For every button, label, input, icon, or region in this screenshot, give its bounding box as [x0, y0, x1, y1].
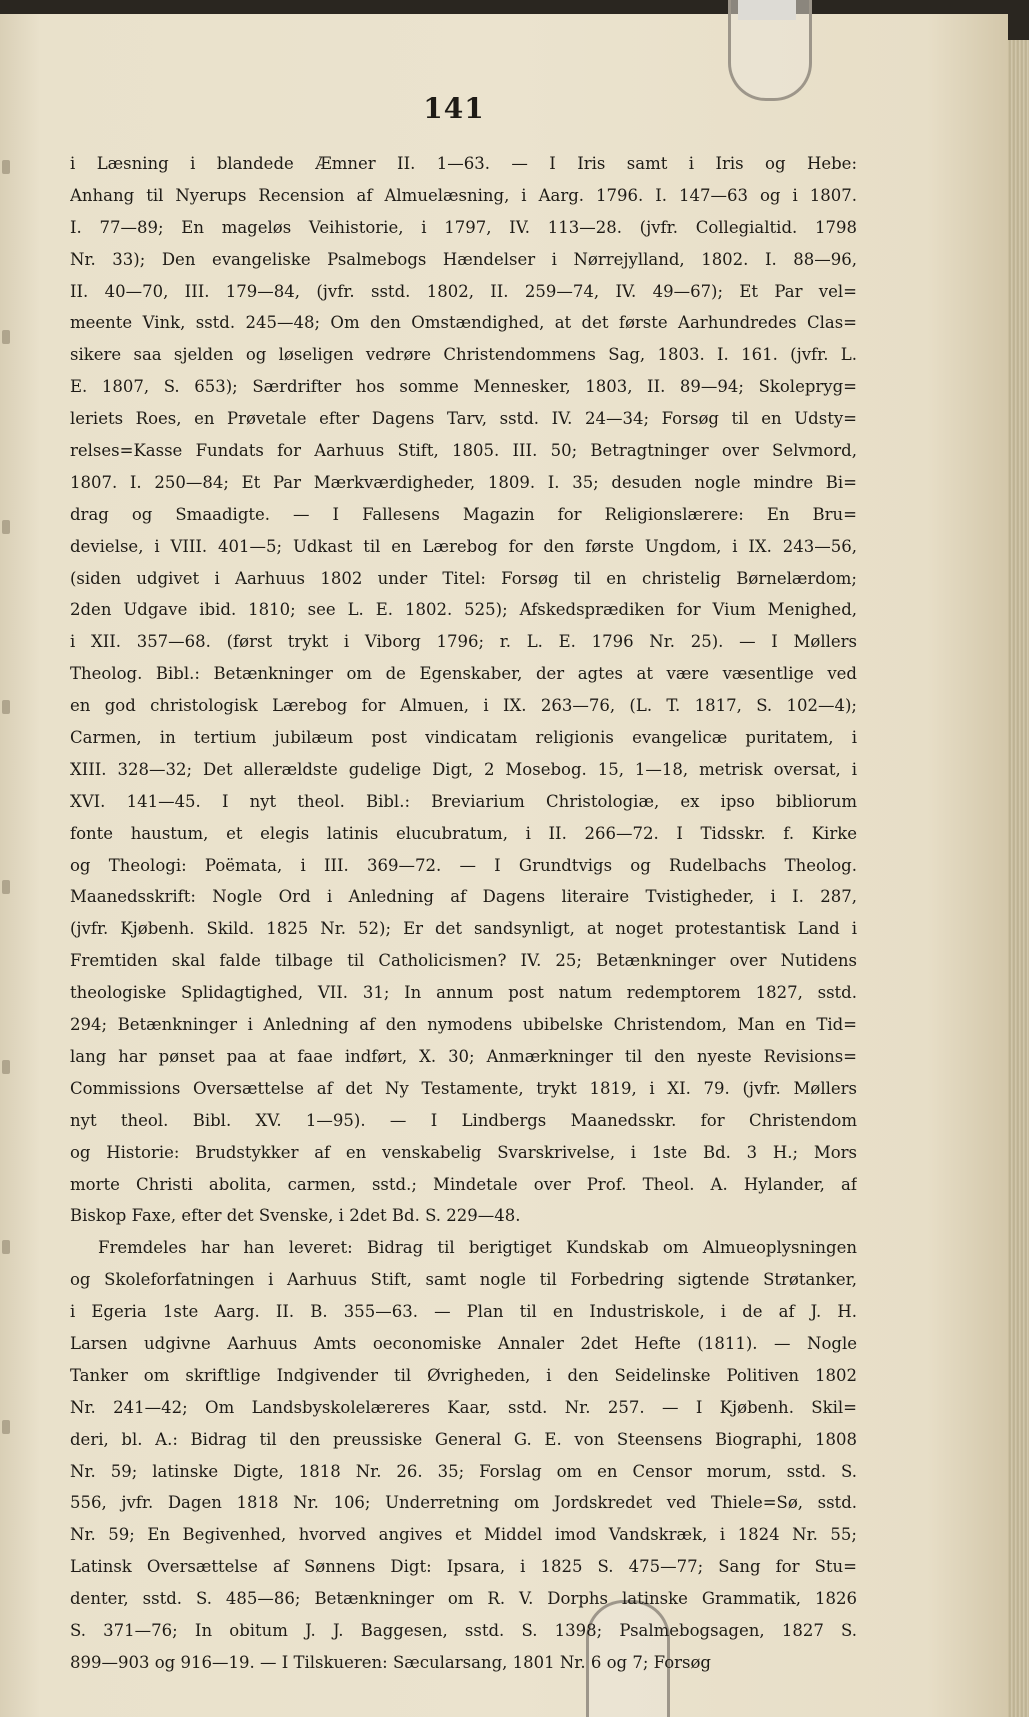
- text-line: Nr. 33); Den evangeliske Psalmebogs Hændelser i Nørrejylland, 1802. I. 88—96,: [70, 249, 857, 269]
- text-line: 1807. I. 250—84; Et Par Mærkværdigheder, 1809. I. 35; desuden nogle mindre Bi=: [70, 472, 857, 492]
- body-text: [70, 148, 857, 1679]
- text-line: Commissions Oversættelse af det Ny Testamente, trykt 1819, i XI. 79. (jvfr. Møllers: [70, 1078, 857, 1098]
- text-line: i Egeria 1ste Aarg. II. B. 355—63. — Plan til en Industriskole, i de af J. H.: [70, 1302, 857, 1322]
- text-line: nyt theol. Bibl. XV. 1—95). — I Lindbergs Maanedsskr. for Christendom: [70, 1110, 857, 1130]
- text-line: 2den Udgave ibid. 1810; see L. E. 1802. 525); Afskedsprædiken for Vium Menighed,: [70, 600, 857, 620]
- text-line: fonte haustum, et elegis latinis elucubratum, i II. 266—72. I Tidsskr. f. Kirke: [70, 823, 857, 843]
- text-line: i XII. 357—68. (først trykt i Viborg 1796; r. L. E. 1796 Nr. 25). — I Møllers: [70, 632, 857, 652]
- text-line: i Læsning i blandede Æmner II. 1—63. — I Iris samt i Iris og Hebe:: [70, 154, 857, 173]
- text-line: en god christologisk Lærebog for Almuen, i IX. 263—76, (L. T. 1817, S. 102—4);: [70, 696, 857, 716]
- paragraph: [70, 1232, 857, 1678]
- gutter-mark: [2, 160, 10, 174]
- text-line: Fremdeles har han leveret: Bidrag til berigtiget Kundskab om Almueoplysningen: [98, 1238, 857, 1258]
- text-line: Nr. 59; En Begivenhed, hvorved angives et Middel imod Vandskræk, i 1824 Nr. 55;: [70, 1525, 857, 1545]
- text-line: Theolog. Bibl.: Betænkninger om de Egenskaber, der agtes at være væsentlige ved: [70, 664, 857, 684]
- text-line: XIII. 328—32; Det allerældste gudelige Digt, 2 Mosebog. 15, 1—18, metrisk oversat, i: [70, 759, 857, 779]
- text-line: Carmen, in tertium jubilæum post vindicatam religionis evangelicæ puritatem, i: [70, 728, 857, 748]
- text-line: og Historie: Brudstykker af en venskabelig Svarskrivelse, i 1ste Bd. 3 H.; Mors: [70, 1142, 857, 1162]
- text-line: sikere saa sjelden og løseligen vedrøre Christendommens Sag, 1803. I. 161. (jvfr. L.: [70, 345, 857, 365]
- text-line: deri, bl. A.: Bidrag til den preussiske General G. E. von Steensens Biographi, 1808: [70, 1429, 857, 1449]
- text-line: Biskop Faxe, efter det Svenske, i 2det Bd. S. 229—48.: [70, 1206, 521, 1226]
- text-line: Tanker om skriftlige Indgivender til Øvrigheden, i den Seidelinske Politiven 1802: [70, 1365, 857, 1385]
- gutter-mark: [2, 520, 10, 534]
- text-line: lang har pønset paa at faae indført, X. 30; Anmærkninger til den nyeste Revisions=: [70, 1046, 857, 1066]
- text-line: Nr. 59; latinske Digte, 1818 Nr. 26. 35; Forslag om en Censor morum, sstd. S.: [70, 1461, 857, 1481]
- gutter-mark: [2, 1240, 10, 1254]
- text-line: meente Vink, sstd. 245—48; Om den Omstændighed, at det første Aarhundredes Clas=: [70, 313, 857, 333]
- paragraph: [70, 148, 857, 1232]
- gutter-mark: [2, 1420, 10, 1434]
- page-number: 141: [423, 92, 485, 125]
- text-line: Fremtiden skal falde tilbage til Catholicismen? IV. 25; Betænkninger over Nutidens: [70, 951, 857, 971]
- text-line: Nr. 241—42; Om Landsbyskolelæreres Kaar, sstd. Nr. 257. — I Kjøbenh. Skil=: [70, 1397, 857, 1417]
- gutter-mark: [2, 330, 10, 344]
- gutter-mark: [2, 700, 10, 714]
- text-line: theologiske Splidagtighed, VII. 31; In annum post natum redemptorem 1827, sstd.: [70, 983, 857, 1003]
- page-edge: [1008, 40, 1029, 1717]
- text-line: Anhang til Nyerups Recension af Almuelæsning, i Aarg. 1796. I. 147—63 og i 1807.: [70, 185, 857, 205]
- text-line: 294; Betænkninger i Anledning af den nymodens ubibelske Christendom, Man en Tid=: [70, 1015, 857, 1035]
- text-line: S. 371—76; In obitum J. J. Baggesen, sstd. S. 1398; Psalmebogsagen, 1827 S.: [70, 1620, 857, 1640]
- text-line: morte Christi abolita, carmen, sstd.; Mindetale over Prof. Theol. A. Hylander, af: [70, 1174, 857, 1194]
- text-line: denter, sstd. S. 485—86; Betænkninger om R. V. Dorphs latinske Grammatik, 1826: [70, 1589, 857, 1609]
- text-line: 556, jvfr. Dagen 1818 Nr. 106; Underretning om Jordskredet ved Thiele=Sø, sstd.: [70, 1493, 857, 1513]
- text-line: Latinsk Oversættelse af Sønnens Digt: Ipsara, i 1825 S. 475—77; Sang for Stu=: [70, 1557, 857, 1577]
- text-line: og Skoleforfatningen i Aarhuus Stift, samt nogle til Forbedring sigtende Strøtanker,: [70, 1270, 857, 1290]
- text-line: relses=Kasse Fundats for Aarhuus Stift, 1805. III. 50; Betragtninger over Selvmord,: [70, 441, 857, 461]
- text-line: Larsen udgivne Aarhuus Amts oeconomiske Annaler 2det Hefte (1811). — Nogle: [70, 1333, 857, 1353]
- text-line: devielse, i VIII. 401—5; Udkast til en Lærebog for den første Ungdom, i IX. 243—56,: [70, 536, 857, 556]
- gutter-mark: [2, 1060, 10, 1074]
- text-line: drag og Smaadigte. — I Fallesens Magazin for Religionslærere: En Bru=: [70, 504, 857, 524]
- text-line: II. 40—70, III. 179—84, (jvfr. sstd. 1802, II. 259—74, IV. 49—67); Et Par vel=: [70, 281, 857, 301]
- text-line: XVI. 141—45. I nyt theol. Bibl.: Breviarium Christologiæ, ex ipso bibliorum: [70, 791, 857, 811]
- paper-clip-top: [728, 0, 812, 101]
- text-line: I. 77—89; En mageløs Veihistorie, i 1797, IV. 113—28. (jvfr. Collegialtid. 1798: [70, 217, 857, 237]
- text-line: (siden udgivet i Aarhuus 1802 under Titel: Forsøg til en christelig Børnelærdom;: [70, 568, 857, 588]
- text-line: (jvfr. Kjøbenh. Skild. 1825 Nr. 52); Er det sandsynligt, at noget protestantisk Land i: [70, 919, 857, 939]
- text-line: E. 1807, S. 653); Særdrifter hos somme Mennesker, 1803, II. 89—94; Skolepryg=: [70, 377, 857, 397]
- text-line: 899—903 og 916—19. — I Tilskueren: Sæcularsang, 1801 Nr. 6 og 7; Forsøg: [70, 1652, 711, 1672]
- text-line: Maanedsskrift: Nogle Ord i Anledning af Dagens literaire Tvistigheder, i I. 287,: [70, 887, 857, 907]
- gutter-mark: [2, 880, 10, 894]
- text-line: leriets Roes, en Prøvetale efter Dagens Tarv, sstd. IV. 24—34; Forsøg til en Udsty=: [70, 409, 857, 429]
- text-line: og Theologi: Poëmata, i III. 369—72. — I Grundtvigs og Rudelbachs Theolog.: [70, 855, 857, 875]
